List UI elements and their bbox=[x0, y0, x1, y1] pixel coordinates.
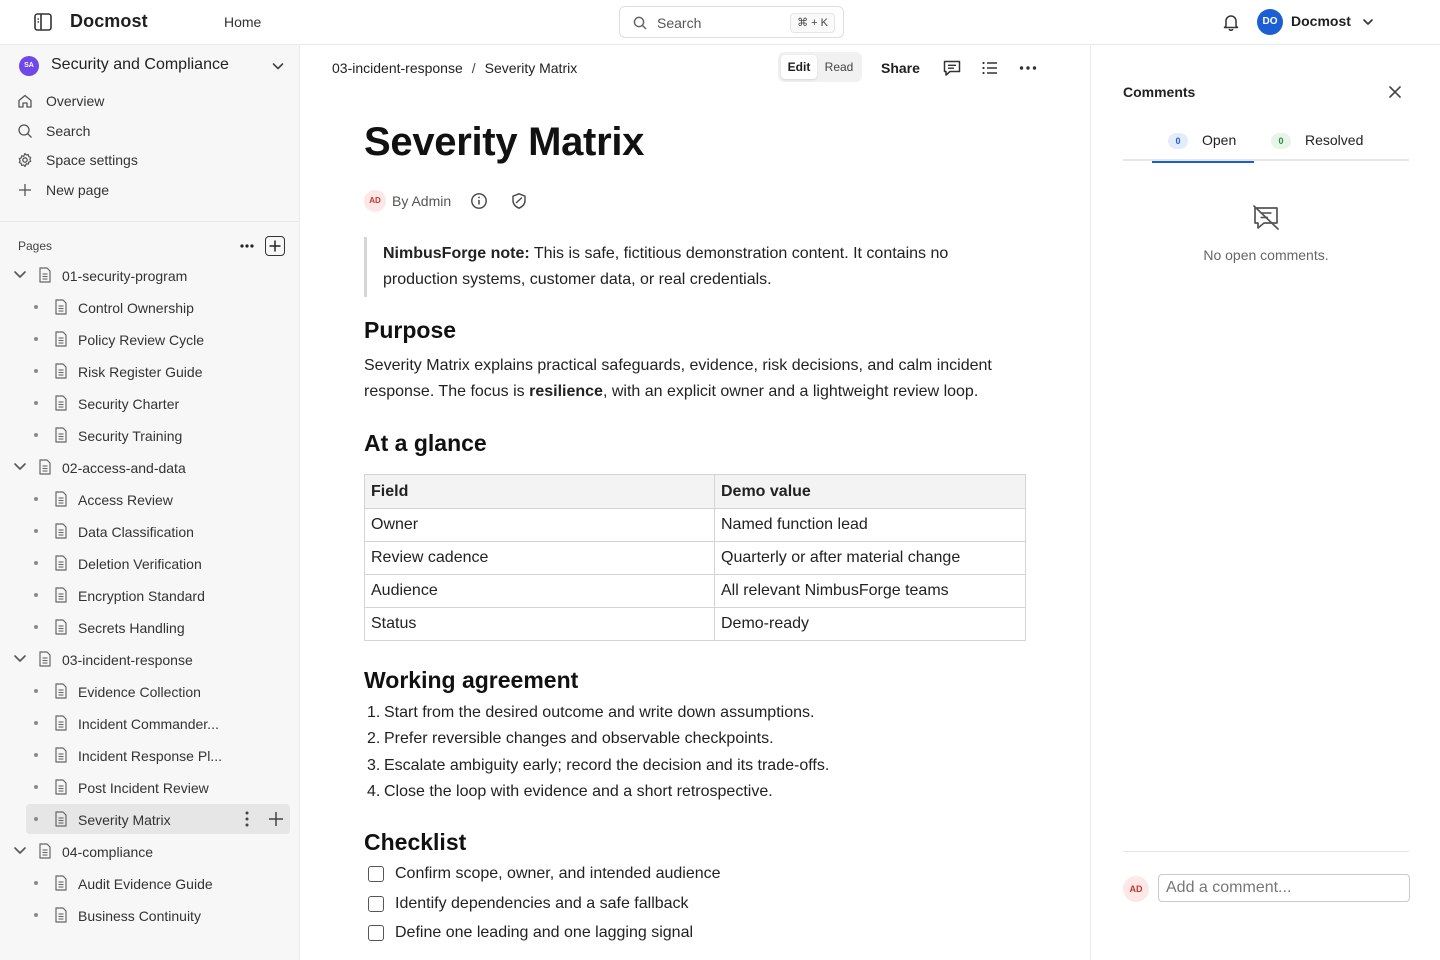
tree-item[interactable] bbox=[10, 452, 290, 482]
table-row bbox=[365, 608, 1026, 641]
comments-tabs bbox=[1123, 123, 1409, 161]
resolved-count-badge: 0 bbox=[1271, 133, 1291, 149]
tree-item[interactable] bbox=[10, 836, 290, 866]
sidebar-item-new-page[interactable] bbox=[10, 176, 290, 204]
tree-item-label: Audit Evidence Guide bbox=[78, 876, 213, 892]
kebab-menu-icon[interactable] bbox=[244, 810, 250, 828]
search-icon bbox=[633, 16, 647, 30]
bullet-dot bbox=[34, 625, 38, 629]
table-row bbox=[365, 542, 1026, 575]
comments-divider bbox=[1123, 851, 1409, 852]
author-name: By Admin bbox=[392, 193, 452, 209]
document-icon bbox=[54, 875, 68, 891]
callout-note bbox=[364, 237, 1026, 297]
tree-item[interactable] bbox=[10, 260, 290, 290]
bullet-dot bbox=[34, 881, 38, 885]
list-item-text: Close the loop with evidence and a short retrospective. bbox=[384, 782, 773, 800]
list-number: 4. bbox=[367, 782, 381, 800]
document-icon bbox=[38, 267, 52, 283]
checkbox[interactable] bbox=[368, 925, 384, 941]
table-cell[interactable]: Demo-ready bbox=[715, 608, 1026, 641]
glance-table bbox=[364, 474, 1026, 641]
heading-at-a-glance: At a glance bbox=[364, 430, 487, 456]
document-icon bbox=[54, 779, 68, 795]
tree-item-label: Security Training bbox=[78, 428, 183, 444]
more-icon[interactable] bbox=[236, 236, 258, 256]
space-name: Security and Compliance bbox=[51, 56, 229, 73]
tree-item-label: 04-compliance bbox=[62, 844, 154, 860]
tree-item[interactable] bbox=[26, 420, 290, 450]
tab-open[interactable] bbox=[1152, 123, 1254, 161]
tree-item-label: Evidence Collection bbox=[78, 684, 201, 700]
list-item bbox=[364, 753, 1026, 779]
more-icon[interactable] bbox=[1018, 59, 1038, 77]
empty-state-text: No open comments. bbox=[1203, 247, 1329, 263]
table-header-row bbox=[365, 475, 1026, 509]
purpose-text-end: , with an explicit owner and a lightweight review loop. bbox=[602, 383, 979, 400]
list-item-text: Start from the desired outcome and write down assumptions. bbox=[384, 704, 815, 721]
comments-panel bbox=[1090, 45, 1440, 960]
chevron-down-icon[interactable] bbox=[13, 846, 27, 856]
checklist-item bbox=[364, 893, 1026, 923]
comments-title: Comments bbox=[1123, 84, 1196, 100]
sidebar-item-label: Overview bbox=[46, 93, 105, 109]
chevron-down-icon[interactable] bbox=[13, 270, 27, 280]
breadcrumb-separator: / bbox=[471, 60, 476, 76]
table-cell[interactable]: Quarterly or after material change bbox=[715, 542, 1026, 575]
tree-item[interactable] bbox=[26, 676, 290, 706]
sidebar-divider bbox=[0, 221, 300, 222]
tree-item-label: Access Review bbox=[78, 492, 173, 508]
bullet-dot bbox=[34, 561, 38, 565]
tree-item-label: 02-access-and-data bbox=[62, 460, 186, 476]
document-icon bbox=[54, 683, 68, 699]
checklist-item bbox=[364, 922, 1026, 952]
heading-purpose: Purpose bbox=[364, 317, 457, 343]
document-icon bbox=[54, 811, 68, 827]
bullet-dot bbox=[34, 689, 38, 693]
document-icon bbox=[54, 491, 68, 507]
tree-item[interactable] bbox=[26, 612, 290, 642]
tree-item[interactable] bbox=[10, 644, 290, 674]
document-icon bbox=[54, 555, 68, 571]
checklist-item bbox=[364, 863, 1026, 893]
bell-icon[interactable] bbox=[1221, 12, 1241, 32]
tree-item-label: 01-security-program bbox=[62, 268, 188, 284]
table-of-contents-icon[interactable] bbox=[980, 59, 1000, 77]
avatar: AD bbox=[364, 190, 386, 212]
bullet-dot bbox=[34, 721, 38, 725]
gear-icon bbox=[17, 152, 33, 168]
list-item bbox=[364, 700, 1026, 726]
list-item bbox=[364, 779, 1026, 805]
tree-item[interactable] bbox=[26, 580, 290, 610]
search-shortcut: ⌘ + K bbox=[790, 13, 835, 33]
home-link[interactable]: Home bbox=[224, 14, 262, 30]
list-number: 3. bbox=[367, 756, 381, 774]
table-cell[interactable]: Status bbox=[365, 608, 715, 641]
checkbox[interactable] bbox=[368, 896, 384, 912]
plus-icon[interactable] bbox=[267, 810, 285, 828]
tree-item[interactable] bbox=[26, 708, 290, 738]
tree-item-label: Risk Register Guide bbox=[78, 364, 203, 380]
tree-item-label: Data Classification bbox=[78, 524, 194, 540]
table-header-cell[interactable]: Field bbox=[365, 475, 715, 509]
breadcrumb bbox=[332, 60, 577, 76]
tree-item-label: Business Continuity bbox=[78, 908, 201, 924]
tree-item-label: Secrets Handling bbox=[78, 620, 185, 636]
document-icon bbox=[54, 427, 68, 443]
close-icon[interactable] bbox=[1387, 84, 1403, 100]
bullet-dot bbox=[34, 593, 38, 597]
purpose-bold: resilience bbox=[529, 383, 603, 400]
callout-text: This is safe, fictitious demonstration content. It contains no production systems, customer data, or real credentials. bbox=[383, 245, 949, 288]
tree-item[interactable] bbox=[26, 740, 290, 770]
tree-item-label: Encryption Standard bbox=[78, 588, 205, 604]
bullet-dot bbox=[34, 753, 38, 757]
table-row bbox=[365, 575, 1026, 608]
document-icon bbox=[54, 619, 68, 635]
document-icon bbox=[54, 363, 68, 379]
tab-resolved[interactable] bbox=[1268, 123, 1378, 161]
document-icon bbox=[54, 395, 68, 411]
home-icon bbox=[17, 93, 33, 109]
table-cell[interactable]: Owner bbox=[365, 509, 715, 542]
table-row bbox=[365, 509, 1026, 542]
open-count-badge: 0 bbox=[1168, 133, 1188, 149]
comment-icon[interactable] bbox=[942, 59, 962, 77]
document-icon bbox=[54, 907, 68, 923]
table-cell[interactable]: All relevant NimbusForge teams bbox=[715, 575, 1026, 608]
tree-item[interactable] bbox=[26, 772, 290, 802]
purpose-paragraph bbox=[364, 353, 1026, 405]
top-bar bbox=[0, 0, 1440, 45]
info-icon[interactable] bbox=[470, 192, 488, 210]
app-logo[interactable]: Docmost bbox=[70, 11, 148, 31]
edit-mode-button[interactable]: Edit bbox=[781, 55, 817, 79]
checklist-item-text: Identify dependencies and a safe fallback bbox=[395, 894, 689, 912]
read-mode-button[interactable]: Read bbox=[824, 60, 854, 74]
avatar: AD bbox=[1123, 876, 1149, 902]
search-bar[interactable] bbox=[619, 6, 844, 38]
table-cell[interactable]: Audience bbox=[365, 575, 715, 608]
bullet-dot bbox=[34, 401, 38, 405]
tree-item-label: Severity Matrix bbox=[78, 812, 171, 828]
space-avatar: SA bbox=[19, 56, 39, 76]
tree-item-active[interactable] bbox=[26, 804, 290, 834]
tree-item[interactable] bbox=[26, 388, 290, 418]
table-cell[interactable]: Review cadence bbox=[365, 542, 715, 575]
sidebar-item-search[interactable] bbox=[10, 117, 290, 145]
plus-icon bbox=[17, 182, 33, 198]
table-header-cell[interactable]: Demo value bbox=[715, 475, 1026, 509]
tree-item[interactable] bbox=[26, 356, 290, 386]
mode-toggle bbox=[778, 52, 862, 82]
avatar: DO bbox=[1257, 9, 1283, 35]
sidebar bbox=[0, 45, 300, 960]
user-name: Docmost bbox=[1291, 13, 1351, 29]
search-icon bbox=[17, 123, 33, 139]
tree-item-label: Control Ownership bbox=[78, 300, 194, 316]
bullet-dot bbox=[34, 337, 38, 341]
bullet-dot bbox=[34, 369, 38, 373]
document-icon bbox=[54, 587, 68, 603]
heading-working-agreement: Working agreement bbox=[364, 667, 579, 693]
tree-item-label: Deletion Verification bbox=[78, 556, 202, 572]
space-selector[interactable] bbox=[10, 51, 290, 81]
bullet-dot bbox=[34, 785, 38, 789]
tree-item-label: Incident Response Pl... bbox=[78, 748, 222, 764]
bullet-dot bbox=[34, 497, 38, 501]
tree-item[interactable] bbox=[26, 868, 290, 898]
document-icon bbox=[38, 843, 52, 859]
tree-item-label: 03-incident-response bbox=[62, 652, 193, 668]
tree-item[interactable] bbox=[26, 324, 290, 354]
checklist bbox=[364, 863, 1026, 952]
sidebar-item-label: New page bbox=[46, 182, 110, 198]
sidebar-item-label: Space settings bbox=[46, 152, 138, 168]
document-icon bbox=[54, 331, 68, 347]
document-icon bbox=[38, 651, 52, 667]
tab-label: Open bbox=[1202, 132, 1237, 148]
shield-icon[interactable] bbox=[510, 192, 528, 210]
search-label: Search bbox=[657, 15, 702, 31]
sidebar-item-overview[interactable] bbox=[10, 87, 290, 115]
tree-item-label: Incident Commander... bbox=[78, 716, 219, 732]
breadcrumb-item[interactable]: Severity Matrix bbox=[484, 60, 578, 76]
checklist-item-text: Confirm scope, owner, and intended audience bbox=[395, 865, 721, 882]
tree-item[interactable] bbox=[26, 900, 290, 930]
tree-item[interactable] bbox=[26, 548, 290, 578]
list-item-text: Prefer reversible changes and observable checkpoints. bbox=[384, 730, 774, 748]
list-item-text: Escalate ambiguity early; record the decision and its trade-offs. bbox=[384, 756, 830, 774]
add-page-button[interactable] bbox=[265, 236, 285, 256]
breadcrumb-item[interactable]: 03-incident-response bbox=[332, 60, 463, 76]
comment-input[interactable] bbox=[1158, 874, 1410, 902]
list-number: 2. bbox=[367, 730, 381, 748]
document-icon bbox=[54, 299, 68, 315]
share-button[interactable]: Share bbox=[881, 60, 920, 76]
comment-off-icon bbox=[1251, 204, 1281, 232]
working-agreement-list bbox=[364, 700, 1026, 805]
chevron-down-icon bbox=[1362, 16, 1374, 28]
bullet-dot bbox=[34, 433, 38, 437]
page-title[interactable]: Severity Matrix bbox=[364, 120, 645, 164]
document-icon bbox=[38, 459, 52, 475]
tree-item[interactable] bbox=[26, 292, 290, 322]
bullet-dot bbox=[34, 913, 38, 917]
chevron-down-icon[interactable] bbox=[13, 462, 27, 472]
document-icon bbox=[54, 523, 68, 539]
tab-label: Resolved bbox=[1305, 132, 1364, 148]
tree-item-label: Post Incident Review bbox=[78, 780, 209, 796]
main-content bbox=[300, 45, 1090, 960]
sidebar-toggle-icon[interactable] bbox=[32, 12, 54, 32]
chevron-down-icon[interactable] bbox=[13, 654, 27, 664]
bullet-dot bbox=[34, 817, 38, 821]
checklist-item-text: Define one leading and one lagging signal bbox=[395, 924, 694, 942]
tree-item[interactable] bbox=[26, 484, 290, 514]
table-cell[interactable]: Named function lead bbox=[715, 509, 1026, 542]
bullet-dot bbox=[34, 305, 38, 309]
document-icon bbox=[54, 747, 68, 763]
purpose-text: Severity Matrix explains practical safeguards, evidence, risk decisions, and calm incident response. The focus is bbox=[364, 357, 992, 400]
tree-item-label: Policy Review Cycle bbox=[78, 332, 205, 348]
heading-checklist: Checklist bbox=[364, 829, 467, 855]
tree-item[interactable] bbox=[26, 516, 290, 546]
chevron-down-icon bbox=[271, 59, 285, 73]
callout-bold: NimbusForge note: bbox=[383, 245, 530, 262]
pages-header: Pages bbox=[18, 239, 53, 253]
checkbox[interactable] bbox=[368, 866, 384, 882]
tree-item-label: Security Charter bbox=[78, 396, 180, 412]
sidebar-item-label: Search bbox=[46, 123, 91, 139]
list-number: 1. bbox=[367, 704, 381, 721]
document-icon bbox=[54, 715, 68, 731]
bullet-dot bbox=[34, 529, 38, 533]
sidebar-item-space-settings[interactable] bbox=[10, 146, 290, 174]
list-item bbox=[364, 726, 1026, 752]
